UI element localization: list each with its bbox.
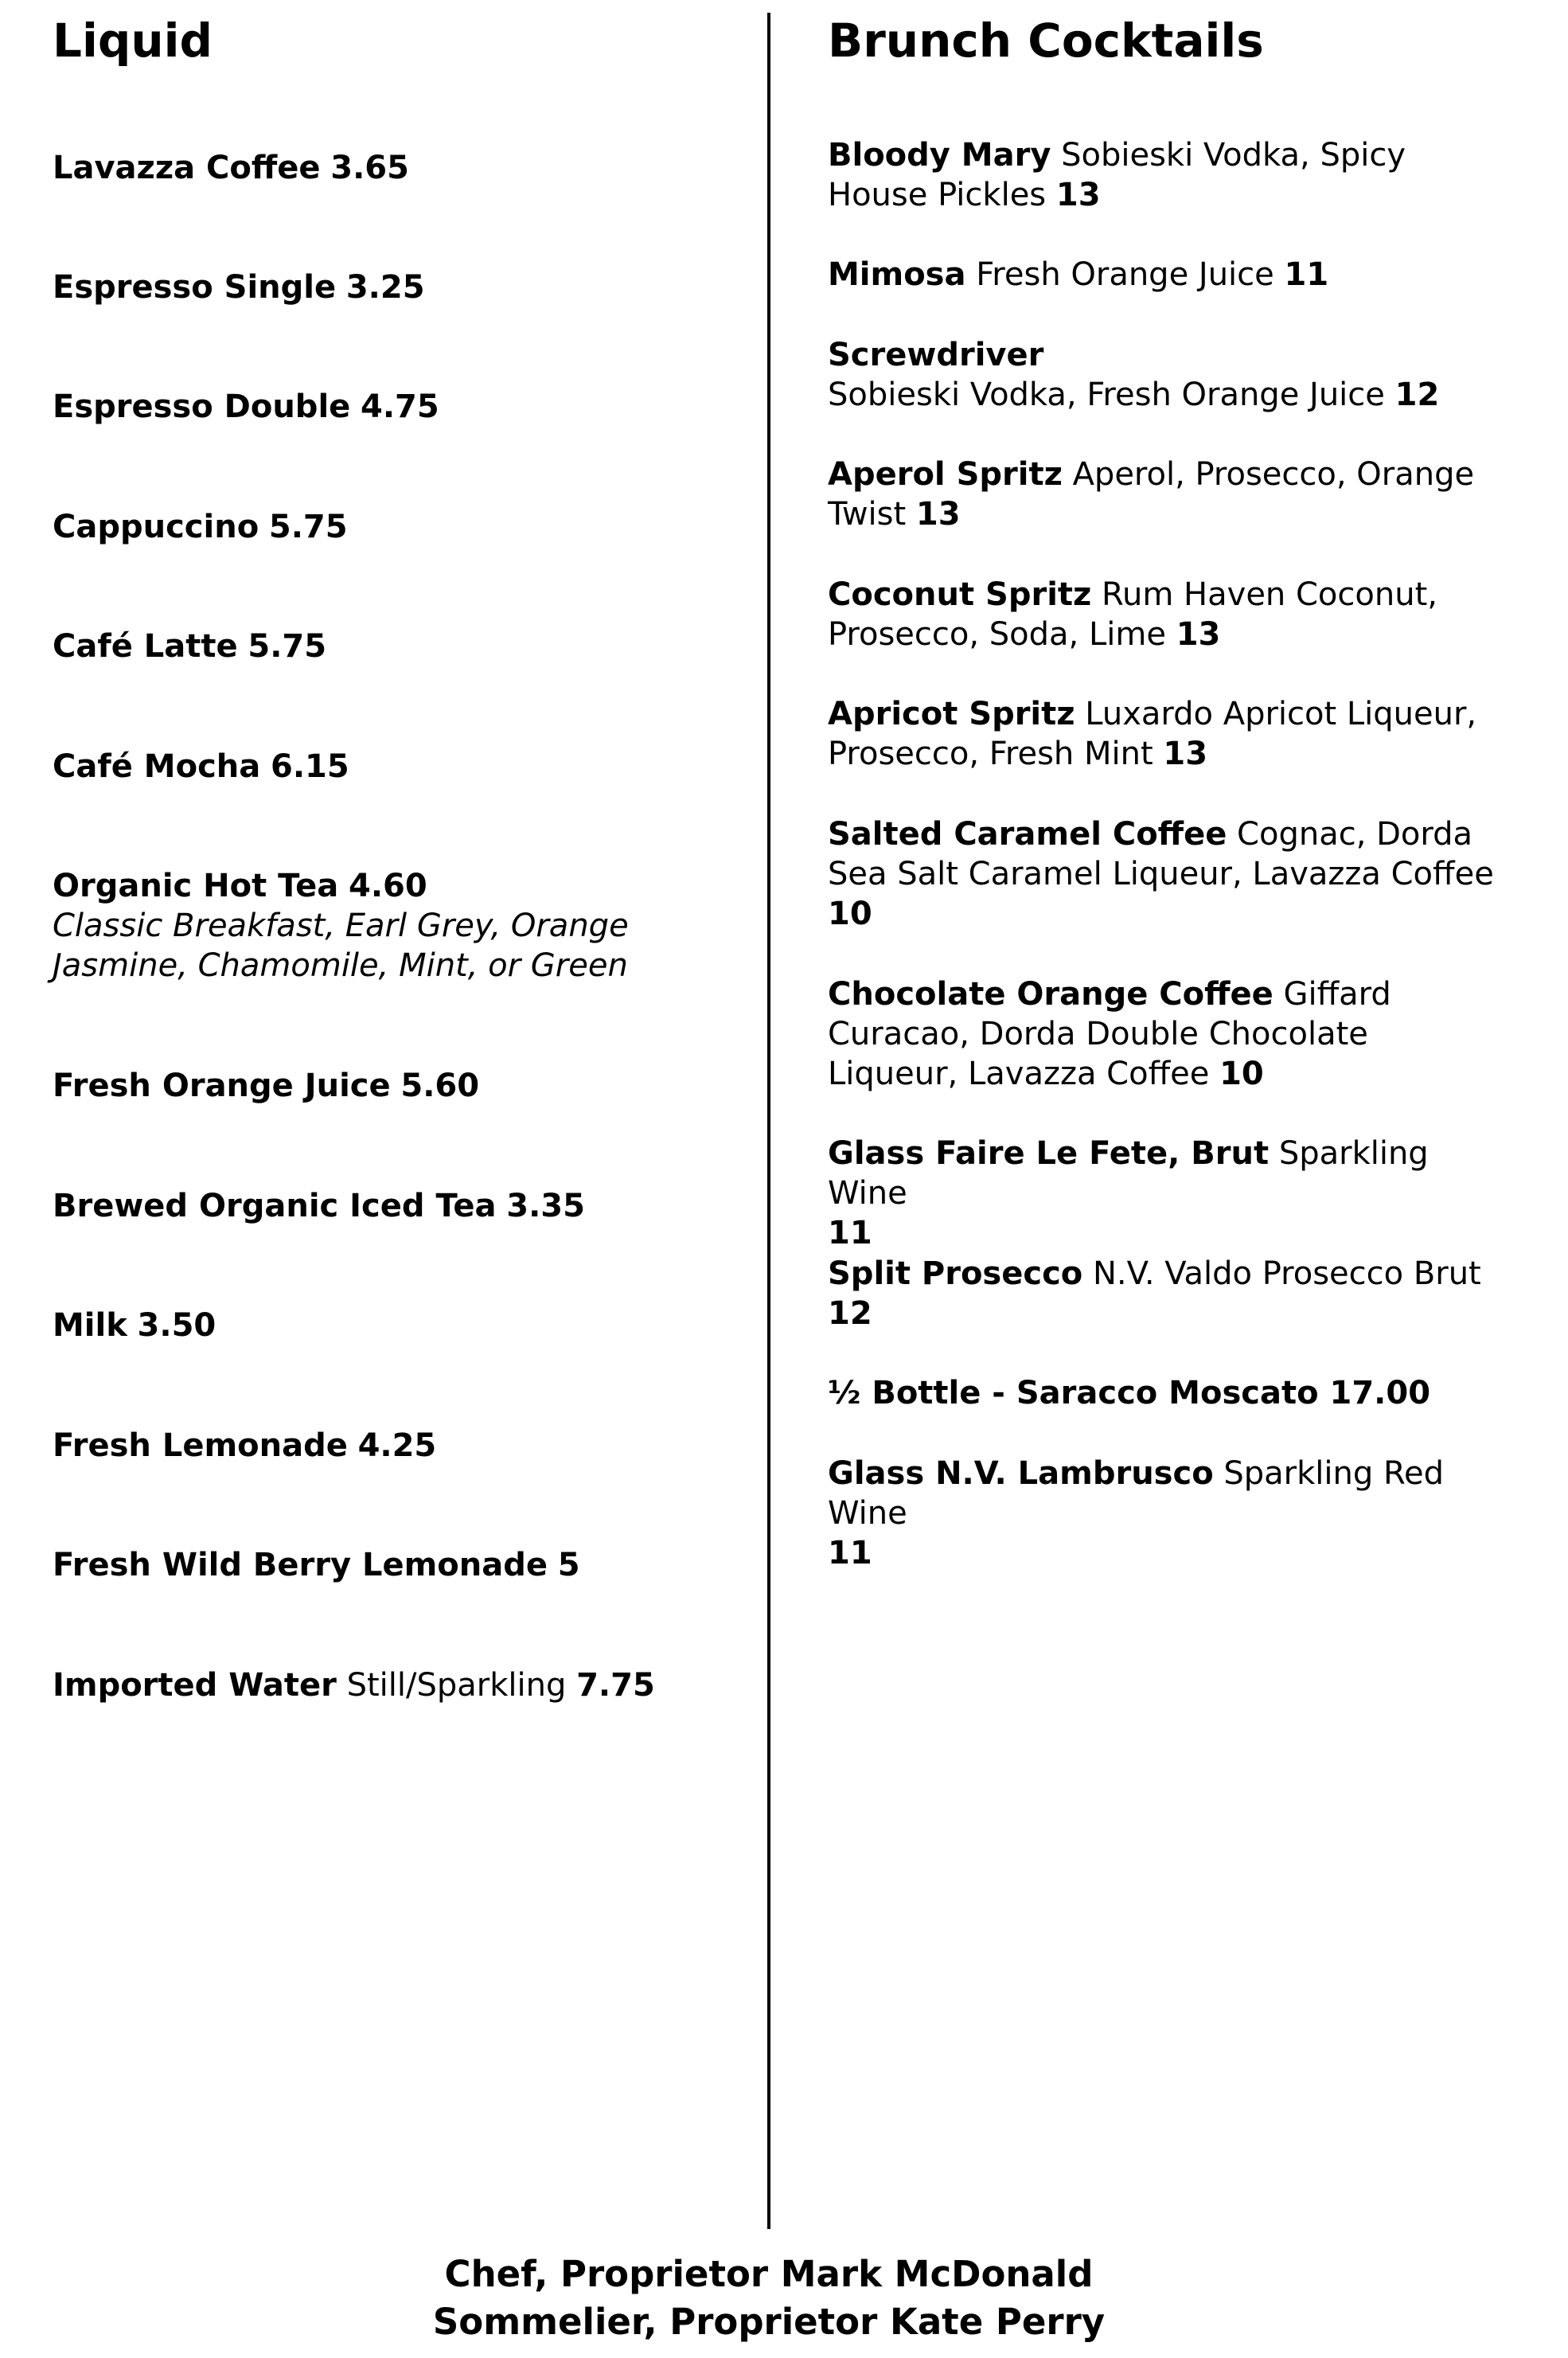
item-price: 4.60: [349, 868, 427, 904]
item-price: 3.50: [137, 1307, 216, 1344]
item-description: Sparkling Red Wine: [828, 1455, 1444, 1532]
brunch-cocktails-heading: Brunch Cocktails: [828, 14, 1264, 68]
item-description: Giffard Curacao, Dorda Double Chocolate Liqueur, Lavazza Coffee: [828, 976, 1391, 1092]
item-description: Luxardo Apricot Liqueur, Prosecco, Fresh Mint: [828, 696, 1477, 772]
item-price: 5.75: [248, 628, 327, 665]
item-price: 11: [828, 1215, 872, 1251]
item-description: Still/Sparkling: [346, 1667, 567, 1704]
item-name: Fresh Orange Juice: [53, 1068, 391, 1104]
item-name: Split Prosecco: [828, 1255, 1083, 1292]
item-price: 6.15: [271, 748, 349, 785]
menu-item-fresh-wild-berry-lemonade: [53, 1545, 737, 1585]
wine-half-bottle-moscato: [828, 1373, 1496, 1413]
item-name: Fresh Wild Berry Lemonade: [53, 1547, 548, 1583]
cocktail-salted-caramel-coffee: [828, 814, 1496, 934]
menu-item-espresso-single: [53, 267, 737, 307]
item-price: 5: [557, 1547, 580, 1583]
item-name: Organic Hot Tea: [53, 868, 339, 904]
cocktail-apricot-spritz: [828, 694, 1496, 774]
item-price: 5.60: [400, 1068, 480, 1104]
item-description: Cognac, Dorda Sea Salt Caramel Liqueur, Lavazza Coffee: [828, 816, 1494, 892]
item-description: Sobieski Vodka, Fresh Orange Juice: [828, 377, 1385, 413]
item-name: Bloody Mary: [828, 137, 1051, 174]
tea-options-line-2: Jasmine, Chamomile, Mint, or Green: [53, 947, 628, 984]
item-name: Mimosa: [828, 256, 966, 293]
cocktail-coconut-spritz: [828, 575, 1496, 654]
item-name: Cappuccino: [53, 509, 259, 545]
menu-item-cafe-mocha: [53, 747, 737, 787]
item-price: 11: [1284, 256, 1329, 293]
cocktail-chocolate-orange-coffee: [828, 974, 1496, 1094]
item-name: Glass N.V. Lambrusco: [828, 1455, 1214, 1492]
item-name: Coconut Spritz: [828, 576, 1092, 613]
item-name: Fresh Lemonade: [53, 1427, 348, 1464]
menu-item-cappuccino: [53, 507, 737, 547]
item-name: Lavazza Coffee: [53, 150, 321, 186]
item-price: 3.25: [345, 269, 425, 306]
menu-item-fresh-orange-juice: [53, 1066, 737, 1106]
menu-item-organic-hot-tea: [53, 866, 737, 986]
menu-item-milk: [53, 1306, 737, 1345]
cocktail-aperol-spritz: [828, 455, 1496, 534]
item-name: Espresso Single: [53, 269, 337, 306]
item-description: Rum Haven Coconut, Prosecco, Soda, Lime: [828, 576, 1437, 653]
item-name: Espresso Double: [53, 388, 351, 425]
item-name: Screwdriver: [828, 337, 1044, 373]
cocktail-screwdriver: [828, 335, 1496, 415]
column-divider: [767, 13, 770, 2229]
item-price: 13: [1163, 736, 1208, 772]
item-name: Chocolate Orange Coffee: [828, 976, 1274, 1013]
item-price: 7.75: [576, 1667, 655, 1704]
item-name: Café Latte: [53, 628, 238, 665]
item-description: Aperol, Prosecco, Orange Twist: [828, 456, 1475, 533]
item-price: 11: [828, 1535, 872, 1571]
cocktail-bloody-mary: [828, 135, 1496, 215]
item-price: 4.25: [357, 1427, 437, 1464]
wine-split-prosecco: [828, 1254, 1496, 1333]
item-name: Brewed Organic Iced Tea: [53, 1188, 497, 1224]
menu-item-brewed-organic-iced-tea: [53, 1186, 737, 1226]
item-price: 3.35: [506, 1188, 585, 1224]
liquid-heading: Liquid: [53, 14, 213, 68]
item-name: Milk: [53, 1307, 127, 1344]
item-name: Salted Caramel Coffee: [828, 816, 1227, 853]
item-name: Apricot Spritz: [828, 696, 1075, 732]
wine-glass-lambrusco: [828, 1454, 1496, 1573]
item-price: 5.75: [268, 509, 348, 545]
menu-item-espresso-double: [53, 387, 737, 427]
item-description: Fresh Orange Juice: [976, 256, 1274, 293]
item-price: 4.75: [361, 388, 439, 425]
item-name: Imported Water: [53, 1667, 337, 1704]
menu-item-imported-water: [53, 1665, 737, 1705]
item-price: 13: [915, 496, 961, 533]
wine-glass-faire-le-fete: [828, 1134, 1496, 1253]
menu-item-lavazza-coffee: [53, 148, 737, 188]
item-price: 10: [1219, 1056, 1264, 1092]
item-description: N.V. Valdo Prosecco Brut: [1093, 1255, 1481, 1292]
item-price: 13: [1055, 177, 1101, 213]
item-price: 3.65: [330, 150, 409, 186]
menu-item-fresh-lemonade: [53, 1426, 737, 1466]
footer-chef-credit: Chef, Proprietor Mark McDonald: [444, 2253, 1094, 2295]
item-name: Glass Faire Le Fete, Brut: [828, 1135, 1270, 1172]
item-description: Sparkling Wine: [828, 1135, 1429, 1212]
item-price: 12: [828, 1295, 872, 1332]
item-price: 13: [1176, 616, 1221, 653]
item-price: 12: [1394, 377, 1440, 413]
menu-item-cafe-latte: [53, 627, 737, 666]
cocktail-mimosa: [828, 255, 1496, 295]
item-description: Sobieski Vodka, Spicy House Pickles: [828, 137, 1406, 213]
tea-options-line-1: Classic Breakfast, Earl Grey, Orange: [53, 908, 629, 944]
footer-sommelier-credit: Sommelier, Proprietor Kate Perry: [432, 2301, 1106, 2343]
item-name: Aperol Spritz: [828, 456, 1063, 493]
item-name: ½ Bottle - Saracco Moscato 17.00: [828, 1375, 1431, 1411]
item-price: 10: [828, 896, 872, 932]
item-name: Café Mocha: [53, 748, 261, 785]
